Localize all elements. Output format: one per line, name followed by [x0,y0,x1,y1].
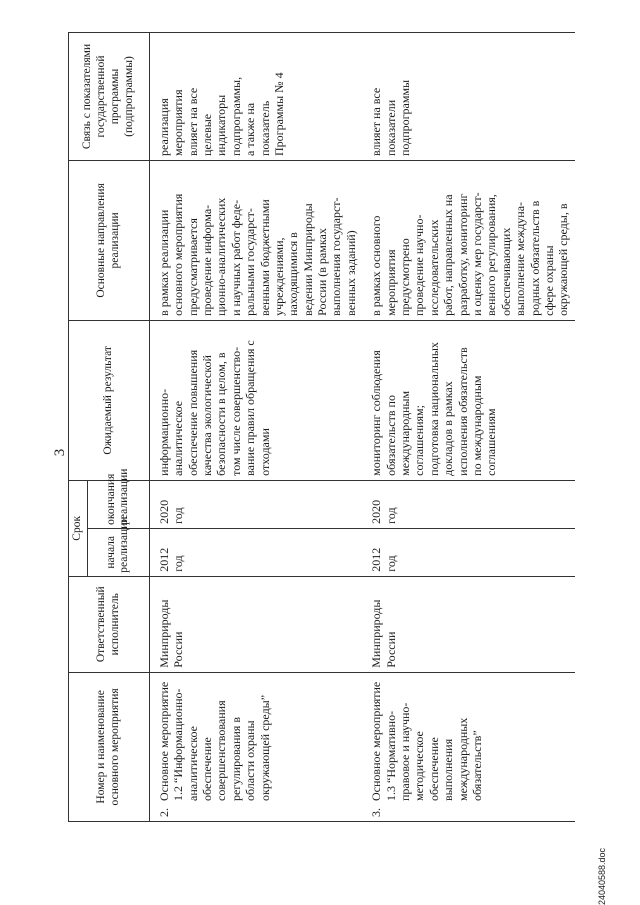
cell-link [149,33,362,161]
cell-result [149,320,362,480]
cell-directions-line: разработку, мониторинг [455,193,470,316]
cell-name-line: Основное мероприятие [156,681,171,801]
cell-name-line: правовое и научно- [398,702,413,801]
table-row [362,33,574,822]
row-number: 2. [156,808,171,817]
cell-end: 2020 год [362,480,574,528]
cell-directions-line: венными бюджетными [257,199,272,316]
cell-directions-line: и научных работ феде- [228,199,243,316]
cell-directions-line: мероприятия [383,249,398,316]
row-number: 3. [369,808,384,817]
header-name: Номер и наименование основного мероприятия [69,672,150,821]
cell-link-line: индикаторы [214,94,229,156]
cell-directions-line: находящимися в [286,232,301,316]
cell-directions-line: родных обязательств в [527,200,542,316]
cell-directions-line: выполнения государст- [329,197,344,316]
cell-directions-line: проведение информа- [199,204,214,316]
cell-directions-line: ведении Минприроды [300,203,315,316]
cell-result-line: качества экологической [199,355,214,476]
cell-name-line: 1.3 “Нормативно- [383,710,398,801]
cell-result [362,320,574,480]
cell-result-line: мониторинг соблюдения [369,350,384,476]
cell-directions-line: выполнение междуна- [513,201,528,316]
footer-filename: 24040588.doc [597,847,607,905]
cell-result-line: исполнения обязательств [455,347,470,476]
cell-name-line: области охраны [243,720,258,801]
cell-name-line: окружающей среды” [257,694,272,801]
cell-link-line: влияет на все [369,87,384,156]
header-directions: Основные направления реализации [69,160,150,320]
cell-name-line: аналитическое [185,726,200,801]
cell-directions-line: обеспечивающих [498,227,513,316]
cell-directions-line: работ, направленных на [441,194,456,316]
header-end: окончания реализации [87,480,149,528]
cell-result-line: отходами [257,428,272,476]
cell-name-line: методическое [412,731,427,801]
cell-link-line: влияет на все [185,87,200,156]
cell-name-line: обеспечение [199,737,214,801]
cell-directions-line: предусмотрено [398,238,413,316]
header-term: Срок [69,480,88,576]
cell-name-line: обязательств” [470,730,484,801]
activities-table [68,32,575,822]
cell-result-line: соглашениям; [412,405,427,476]
cell-link-line: мероприятия [171,89,186,156]
cell-executor-line: России [171,631,186,668]
table-row [149,33,362,822]
cell-link-line: реализация [156,98,171,156]
cell-directions-line: в рамках основного [369,215,384,316]
cell-result-line: по международным [470,375,484,476]
cell-link-line: подпрограммы [398,79,413,156]
table-body [149,33,574,822]
cell-link-line: Программы № 4 [271,72,286,156]
cell-name [149,672,362,821]
cell-result-line: вание правил обращения с [243,340,258,476]
cell-result-line: международным [398,390,413,476]
cell-directions-line: и оценку мер государст- [470,192,484,316]
cell-result-line: том числе совершенство- [228,346,243,476]
cell-executor [362,576,574,672]
header-executor: Ответственный исполнитель [69,576,150,672]
cell-name-line: Основное мероприятие [369,681,384,801]
cell-name [362,672,574,821]
cell-link-line: показатель [257,100,272,156]
cell-name-line: совершенствования [214,700,229,801]
cell-directions [149,160,362,320]
cell-directions-line: предусматривается [185,218,200,316]
cell-end: 2020 год [149,480,362,528]
cell-directions-line: окружающей среды, в [556,203,571,316]
cell-directions-line: ральными государст- [243,208,258,316]
cell-link-line: а также на [243,102,258,156]
cell-result-line: подготовка национальных [426,342,441,476]
cell-directions-line: исследовательских [426,219,441,316]
cell-directions-line: основного мероприятия [171,193,186,316]
cell-executor-line: Минприроды [156,599,171,668]
cell-result-line: докладов в рамках [441,381,456,476]
cell-directions-line: проведение научно- [412,214,427,316]
header-link: Связь с показателями государственной программы (подпрограммы) [69,33,150,161]
cell-directions-line: России (в рамках [315,228,330,316]
cell-name-line: 1.2 “Информационно- [171,688,186,801]
cell-result-line: безопасности в целом, в [214,352,229,476]
cell-directions-line: ционно-аналитических [214,197,229,316]
cell-link-line: целевые [199,113,214,156]
cell-link-line: показатели [383,99,398,156]
cell-result-line: информационно- [156,388,171,476]
cell-directions-line: учреждениями, [271,237,286,316]
cell-result-line: аналитическое [171,400,186,476]
cell-executor-line: России [383,631,398,668]
cell-directions-line: сфере охраны [541,245,556,316]
cell-directions-line: в рамках реализации [156,209,171,316]
cell-name-line: регулирования в [228,717,243,801]
cell-directions-line: венного регулирования, [484,194,499,316]
cell-directions [362,160,574,320]
page-number: 3 [52,448,68,457]
cell-start: 2012 год [149,528,362,576]
cell-result-line: обязательств по [383,395,398,476]
cell-name-line: международных [455,717,470,801]
cell-result-line: обеспечение повышения [185,349,200,476]
header-start: начала реализации [87,528,149,576]
cell-executor-line: Минприроды [369,599,384,668]
cell-name-line: выполнения [441,738,456,801]
header-result: Ожидаемый результат [69,320,150,480]
cell-link [362,33,574,161]
cell-executor [149,576,362,672]
cell-result-line: соглашениям [484,408,499,476]
cell-link-line: подпрограммы, [228,76,243,156]
cell-start: 2012 год [362,528,574,576]
cell-directions-line: венных заданий) [343,230,358,316]
cell-name-line: обеспечение [426,737,441,801]
